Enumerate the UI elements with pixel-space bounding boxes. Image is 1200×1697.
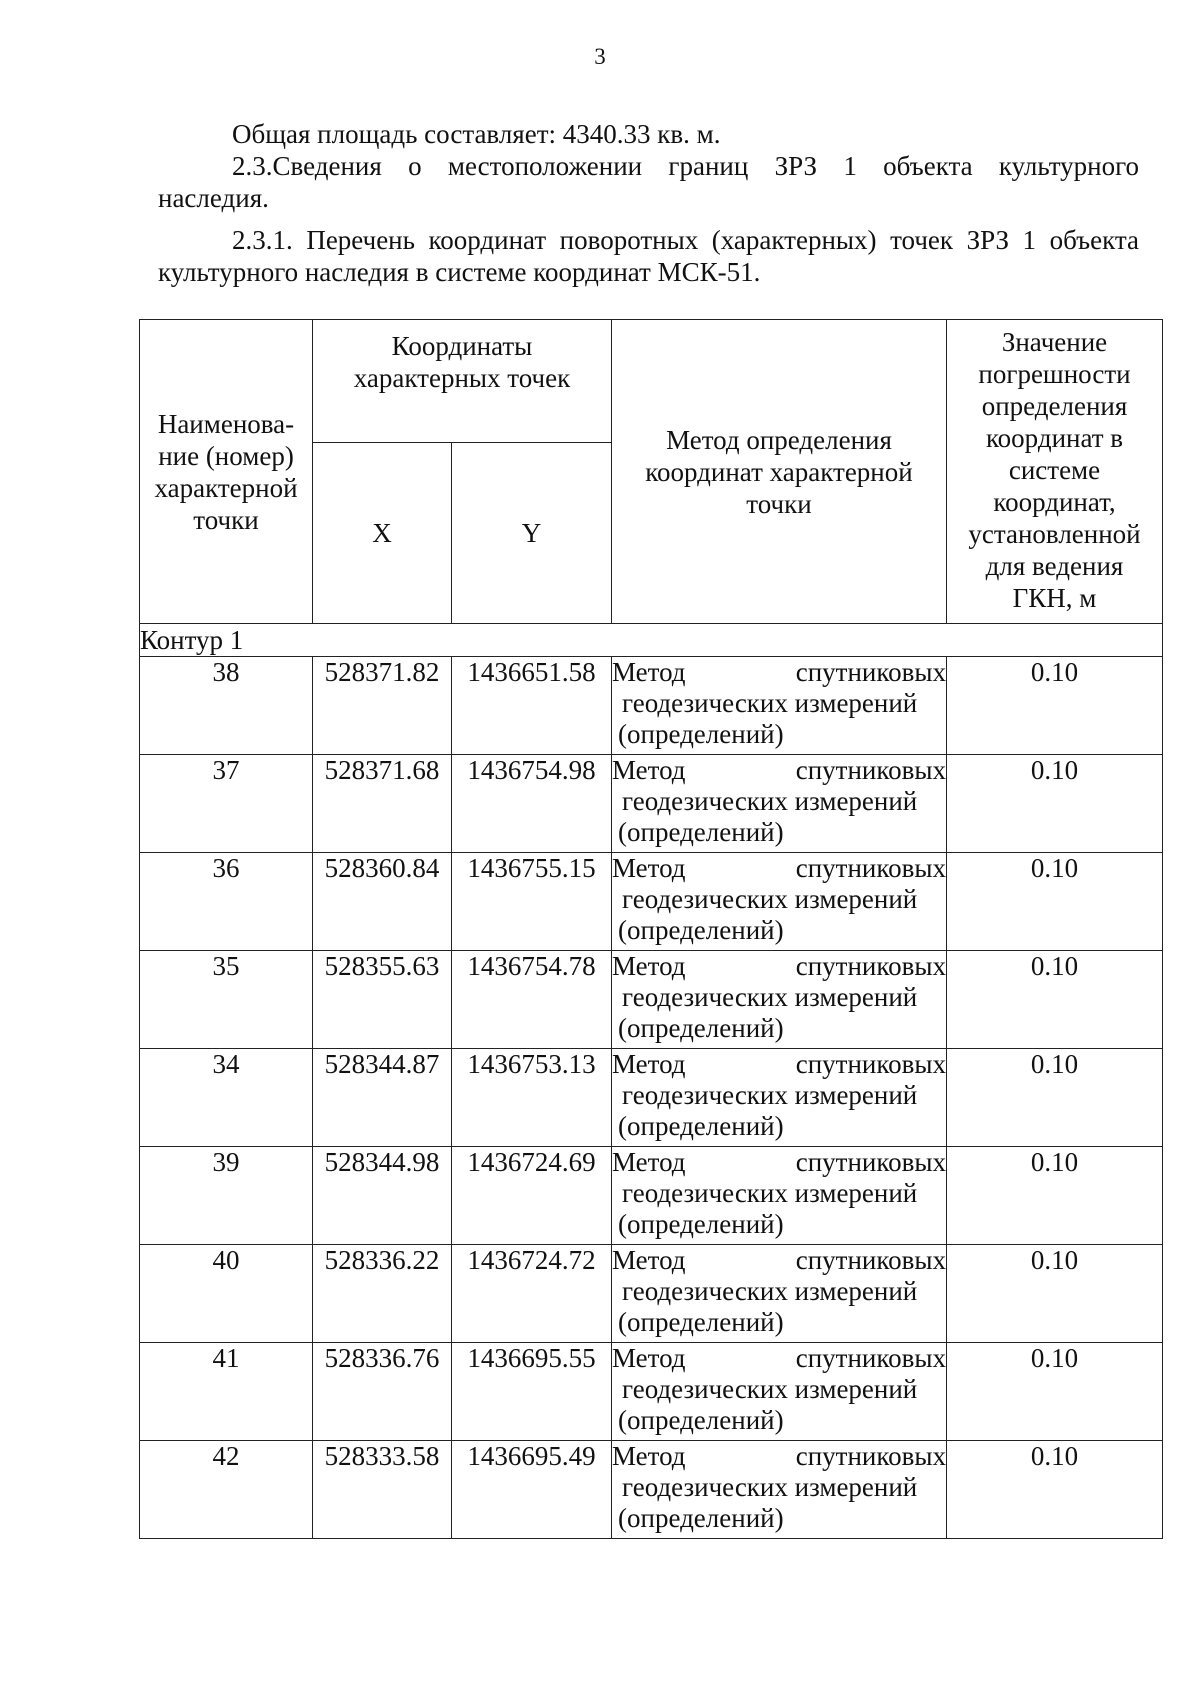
- point-number: 41: [140, 1343, 313, 1441]
- method-line-1: [612, 755, 946, 786]
- header-point-name: Наименова-ние (номер) характерной точки: [140, 320, 313, 624]
- coordinate-x: 528344.98: [313, 1147, 452, 1245]
- contour-label: Контур 1: [140, 624, 1163, 657]
- coordinate-x: 528355.63: [313, 951, 452, 1049]
- method-satellite: спутниковых: [795, 1245, 946, 1275]
- method-word: Метод: [612, 951, 686, 981]
- method-line-2: геодезических измерений: [622, 982, 918, 1012]
- coordinate-x: 528371.68: [313, 755, 452, 853]
- method-cell: [612, 755, 947, 853]
- coordinate-y: 1436695.55: [452, 1343, 612, 1441]
- method-line-1: [612, 1049, 946, 1080]
- method-cell: [612, 853, 947, 951]
- coordinate-y: 1436724.69: [452, 1147, 612, 1245]
- method-satellite: спутниковых: [795, 1441, 946, 1471]
- method-word: Метод: [612, 1343, 686, 1373]
- method-satellite: спутниковых: [795, 951, 946, 981]
- table-row: [140, 755, 1163, 853]
- coordinate-x: 528371.82: [313, 657, 452, 755]
- table-row: [140, 1147, 1163, 1245]
- method-line-1: [612, 853, 946, 884]
- method-cell: [612, 1441, 947, 1539]
- header-y: Y: [452, 443, 612, 624]
- table-row: [140, 657, 1163, 755]
- coordinate-y: 1436754.78: [452, 951, 612, 1049]
- coordinate-y: 1436754.98: [452, 755, 612, 853]
- method-word: Метод: [612, 1245, 686, 1275]
- header-error: Значение погрешности определения координат в системе координат, установленной для ведения ГКН, м: [947, 320, 1163, 624]
- method-line-1: [612, 657, 946, 688]
- point-number: 42: [140, 1441, 313, 1539]
- method-line-3: (определений): [618, 1013, 784, 1043]
- method-cell: [612, 1049, 947, 1147]
- method-line-2: геодезических измерений: [622, 1276, 918, 1306]
- header-method: Метод определения координат характерной точки: [612, 320, 947, 624]
- error-value: 0.10: [947, 1343, 1163, 1441]
- error-value: 0.10: [947, 1441, 1163, 1539]
- point-number: 39: [140, 1147, 313, 1245]
- method-line-3: (определений): [618, 719, 784, 749]
- table-row: [140, 951, 1163, 1049]
- coordinate-x: 528344.87: [313, 1049, 452, 1147]
- method-satellite: спутниковых: [795, 657, 946, 687]
- method-line-3: (определений): [618, 1307, 784, 1337]
- header-x: X: [313, 443, 452, 624]
- coordinate-x: 528360.84: [313, 853, 452, 951]
- method-line-3: (определений): [618, 1405, 784, 1435]
- method-line-3: (определений): [618, 915, 784, 945]
- error-value: 0.10: [947, 853, 1163, 951]
- section-2-3-1-line-2: культурного наследия в системе координат МСК-51.: [158, 257, 761, 287]
- coordinates-table: [139, 319, 1163, 1539]
- coordinate-y: 1436651.58: [452, 657, 612, 755]
- method-line-2: геодезических измерений: [622, 884, 918, 914]
- method-line-3: (определений): [618, 817, 784, 847]
- method-word: Метод: [612, 1147, 686, 1177]
- method-line-3: (определений): [618, 1209, 784, 1239]
- coordinate-y: 1436753.13: [452, 1049, 612, 1147]
- error-value: 0.10: [947, 951, 1163, 1049]
- point-number: 40: [140, 1245, 313, 1343]
- method-line-2: геодезических измерений: [622, 786, 918, 816]
- coordinate-y: 1436695.49: [452, 1441, 612, 1539]
- section-2-3-1-paragraph: [158, 224, 1139, 288]
- error-value: 0.10: [947, 1147, 1163, 1245]
- method-line-2: геодезических измерений: [622, 1472, 918, 1502]
- error-value: 0.10: [947, 657, 1163, 755]
- method-cell: [612, 1245, 947, 1343]
- table-row: [140, 1245, 1163, 1343]
- method-line-1: [612, 1245, 946, 1276]
- method-line-2: геодезических измерений: [622, 1374, 918, 1404]
- method-line-3: (определений): [618, 1503, 784, 1533]
- method-cell: [612, 951, 947, 1049]
- coordinate-x: 528336.76: [313, 1343, 452, 1441]
- method-satellite: спутниковых: [795, 1343, 946, 1373]
- table-row: [140, 1049, 1163, 1147]
- method-satellite: спутниковых: [795, 853, 946, 883]
- coordinate-x: 528333.58: [313, 1441, 452, 1539]
- method-word: Метод: [612, 1049, 686, 1079]
- error-value: 0.10: [947, 1049, 1163, 1147]
- method-cell: [612, 1147, 947, 1245]
- method-line-2: геодезических измерений: [622, 688, 918, 718]
- point-number: 35: [140, 951, 313, 1049]
- method-line-1: [612, 1147, 946, 1178]
- method-word: Метод: [612, 657, 686, 687]
- section-2-3-line-1: 2.3.Сведения о местоположении границ ЗРЗ 1 объекта культурного: [232, 151, 1139, 181]
- section-2-3-line-2: наследия.: [158, 183, 269, 213]
- method-word: Метод: [612, 853, 686, 883]
- point-number: 37: [140, 755, 313, 853]
- method-line-1: [612, 1343, 946, 1374]
- method-cell: [612, 1343, 947, 1441]
- error-value: 0.10: [947, 1245, 1163, 1343]
- method-cell: [612, 657, 947, 755]
- error-value: 0.10: [947, 755, 1163, 853]
- coordinate-y: 1436724.72: [452, 1245, 612, 1343]
- point-number: 34: [140, 1049, 313, 1147]
- method-satellite: спутниковых: [795, 755, 946, 785]
- point-number: 36: [140, 853, 313, 951]
- coordinate-y: 1436755.15: [452, 853, 612, 951]
- method-satellite: спутниковых: [795, 1147, 946, 1177]
- method-line-2: геодезических измерений: [622, 1178, 918, 1208]
- method-line-3: (определений): [618, 1111, 784, 1141]
- method-line-2: геодезических измерений: [622, 1080, 918, 1110]
- section-2-3-paragraph: [158, 150, 1139, 214]
- method-satellite: спутниковых: [795, 1049, 946, 1079]
- header-coordinates: Координаты характерных точек: [313, 320, 612, 443]
- method-line-1: [612, 1441, 946, 1472]
- table-row: [140, 853, 1163, 951]
- table-row: [140, 1343, 1163, 1441]
- method-word: Метод: [612, 1441, 686, 1471]
- contour-row: [140, 624, 1163, 657]
- method-line-1: [612, 951, 946, 982]
- method-word: Метод: [612, 755, 686, 785]
- point-number: 38: [140, 657, 313, 755]
- coordinate-x: 528336.22: [313, 1245, 452, 1343]
- section-2-3-1-line-1: 2.3.1. Перечень координат поворотных (характерных) точек ЗРЗ 1 объекта: [232, 225, 1139, 255]
- area-paragraph: Общая площадь составляет: 4340.33 кв. м.: [232, 119, 721, 149]
- table-row: [140, 1441, 1163, 1539]
- page-number: 3: [594, 44, 606, 69]
